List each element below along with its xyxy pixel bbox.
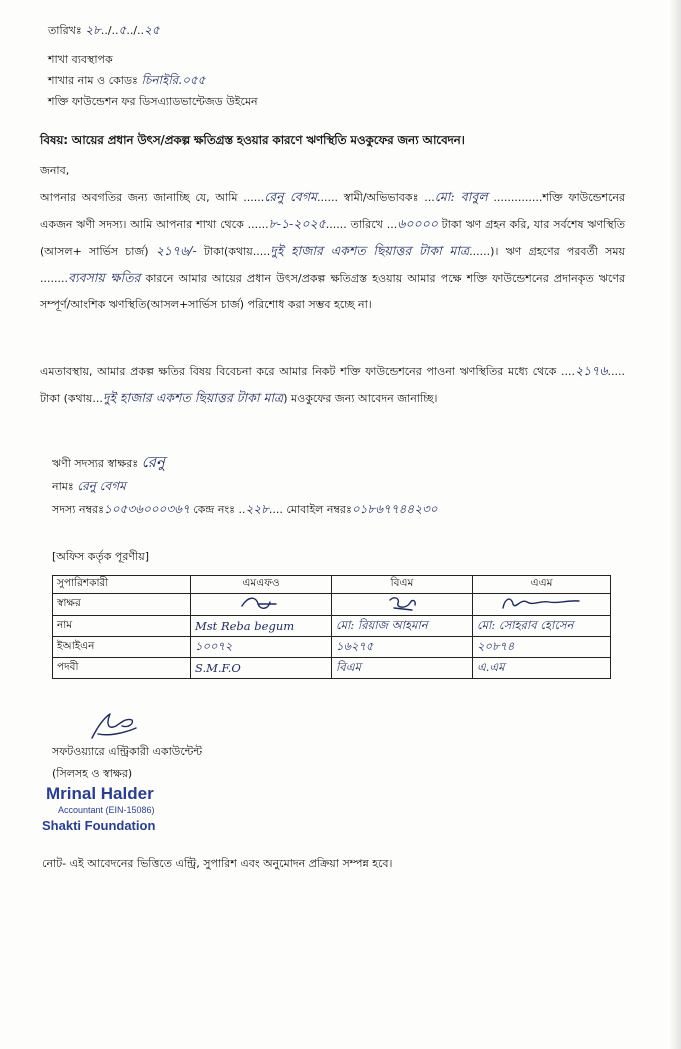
seal-instruction: (সিলসহ ও স্বাক্ষর)	[52, 767, 133, 780]
branch-line	[48, 72, 205, 89]
signature-scribble	[382, 594, 422, 612]
para1-text-2: ...... স্বামী/অভিভাবকঃ ...	[316, 191, 435, 204]
para1-text-5: টাকা ঋণ গ্রহন করি, যার সর্বশেষ ঋণস্থিতি (আসল+ সার্ভিস চার্জ)	[40, 218, 625, 258]
stamp-title: Accountant (EIN-15086)	[58, 805, 155, 815]
bm-signature	[332, 594, 473, 616]
branch-value: চিনাইরি.০৫৫	[141, 73, 206, 87]
date-month: ৫	[118, 23, 127, 37]
mfo-signature	[191, 594, 332, 616]
row-label: ইআইএন	[53, 637, 191, 658]
para1-text-6: টাকা(কথায়.....	[196, 245, 271, 258]
table-row	[53, 637, 611, 658]
footer-note: নোট- এই আবেদনের ভিত্তিতে এন্ট্রি, সুপারিশ এবং অনুমোদন প্রক্রিয়া সম্পন্ন হবে।	[42, 857, 393, 870]
reason-field: ব্যবসায় ক্ষতির	[67, 270, 141, 285]
guardian-name-field: মো: বাবুল	[434, 189, 488, 204]
body-paragraph-2	[40, 358, 625, 412]
balance-words-field: দুই হাজার একশত ছিয়াত্তর টাকা মাত্র	[270, 243, 470, 258]
date-label: তারিখঃ	[48, 24, 82, 37]
mobile-value: ০১৮৬৭৭৪৪২৩০	[351, 502, 438, 516]
mfo-designation: S.M.F.O	[191, 658, 332, 679]
subject-line: বিষয়: আয়ের প্রধান উৎস/প্রকল্প ক্ষতিগ্রস্ত হওয়ার কারণে ঋণস্থিতি মওকুফের জন্য আবেদন।	[40, 133, 465, 147]
mfo-name: Mst Reba begum	[191, 616, 332, 637]
member-number-label: সদস্য নম্বরঃ	[52, 503, 104, 516]
mobile-label: মোবাইল নম্বরঃ	[286, 503, 352, 516]
am-designation: এ.এম	[473, 658, 611, 679]
table-header: সুপারিশকারী	[53, 576, 191, 594]
para2-text-1: এমতাবস্থায়, আমার প্রকল্প ক্ষতির বিষয় বিবেচনা করে আমার নিকট শক্তি ফাউন্ডেশনের পাওনা ঋণস্থিতির মধ্যে থেকে ....	[40, 365, 576, 378]
center-label: কেন্দ্র নংঃ	[193, 503, 235, 516]
body-paragraph-1	[40, 184, 625, 318]
center-value: ২২৮	[245, 502, 269, 516]
table-header: এমএফও	[191, 576, 332, 594]
member-name-value: রেনু বেগম	[77, 479, 126, 493]
date-line: তারিখঃ ২৮../..৫../..২৫	[48, 23, 160, 37]
para1-text-1: আপনার অবগতির জন্য জানাচ্ছি যে, আমি ......	[40, 191, 265, 204]
table-header: বিএম	[332, 576, 473, 594]
member-signature-line	[52, 454, 165, 472]
row-label: পদবী	[53, 658, 191, 679]
table-row	[53, 616, 611, 637]
row-label: স্বাক্ষর	[53, 594, 191, 616]
paper-edge-shadow	[669, 0, 681, 1049]
member-name-label: নামঃ	[52, 480, 74, 493]
table-row	[53, 658, 611, 679]
date-year: ২৫	[144, 23, 160, 37]
salutation: জনাব,	[40, 164, 70, 177]
applicant-name-field: রেনু বেগম	[264, 189, 317, 204]
am-signature	[473, 594, 611, 616]
member-signature: রেনু	[141, 453, 165, 471]
accountant-title: সফটওয়্যারে এন্ট্রিকারী একাউন্টেন্ট	[52, 745, 203, 758]
table-header: এএম	[473, 576, 611, 594]
table-header-row	[53, 576, 611, 594]
para2-text-2: ..... টাকা (কথায়...	[40, 365, 625, 405]
member-signature-label: ঋণী সদস্যর স্বাক্ষরঃ	[52, 457, 139, 470]
waiver-amount-field: ২১৭৬	[575, 363, 608, 378]
mfo-ein: ১০০৭২	[191, 637, 332, 658]
table-row	[53, 594, 611, 616]
waiver-amount-words-field: দুই হাজার একশত ছিয়াত্তর টাকা মাত্র	[102, 390, 284, 405]
organization-name: শক্তি ফাউন্ডেশন ফর ডিসএ্যাডভান্টেজড উইমেন	[48, 95, 258, 108]
loan-amount-field: ৬০০০০	[397, 216, 438, 231]
bm-ein: ১৬২৭৫	[332, 637, 473, 658]
member-name-line	[52, 478, 126, 495]
member-details-line: সদস্য নম্বরঃ১০৫৩৬০০০৩৬৭ কেন্দ্র নংঃ ..২২৮.... মোবাইল নম্বরঃ০১৮৬৭৭৪৪২৩০	[52, 502, 438, 516]
signature-scribble	[497, 594, 587, 612]
recipient-title: শাখা ব্যবস্থাপক	[48, 53, 113, 66]
para1-text-4: ...... তারিখে ...	[325, 218, 398, 231]
para1-text-7: ......)। ঋণ গ্রহণের পরবর্তী সময় ........	[40, 245, 625, 285]
para2-text-3: ) মওকুফের জন্য আবেদন জানাচ্ছি।	[283, 392, 438, 405]
bm-designation: বিএম	[332, 658, 473, 679]
row-label: নাম	[53, 616, 191, 637]
am-name: মো: সোহরাব হোসেন	[473, 616, 611, 637]
am-ein: ২০৮৭৪	[473, 637, 611, 658]
accountant-signature	[88, 708, 140, 744]
date-day: ২৮	[85, 23, 101, 37]
balance-field: ২১৭৬/-	[155, 243, 197, 258]
recommendation-table	[52, 575, 611, 679]
para1-text-3: ..............শক্তি ফাউন্ডেশনের একজন ঋণী সদস্য। আমি আপনার শাখা থেকে ......	[40, 191, 625, 231]
branch-label: শাখার নাম ও কোডঃ	[48, 74, 138, 87]
para1-text-8: কারনে আমার আয়ের প্রধান উৎস/প্রকল্প ক্ষতিগ্রস্ত হওয়ায় আমার পক্ষে শক্তি ফাউন্ডেশনের প্রদানকৃত ঋণের সম্পূর্ণ/আংশিক ঋণস্থিতি(আসল+সার্ভিস চার্জ) পরিশোধ করা সম্ভব হচ্ছে না।	[40, 272, 625, 311]
signature-scribble	[236, 594, 286, 612]
office-use-label: [অফিস কর্তৃক পূরণীয়]	[52, 550, 149, 563]
loan-date-field: ৮-১-২০২৫	[268, 216, 326, 231]
bm-name: মো: রিয়াজ আহমান	[332, 616, 473, 637]
member-number-value: ১০৫৩৬০০০৩৬৭	[103, 502, 190, 516]
stamp-organization: Shakti Foundation	[42, 818, 156, 833]
stamp-name: Mrinal Halder	[46, 784, 154, 803]
